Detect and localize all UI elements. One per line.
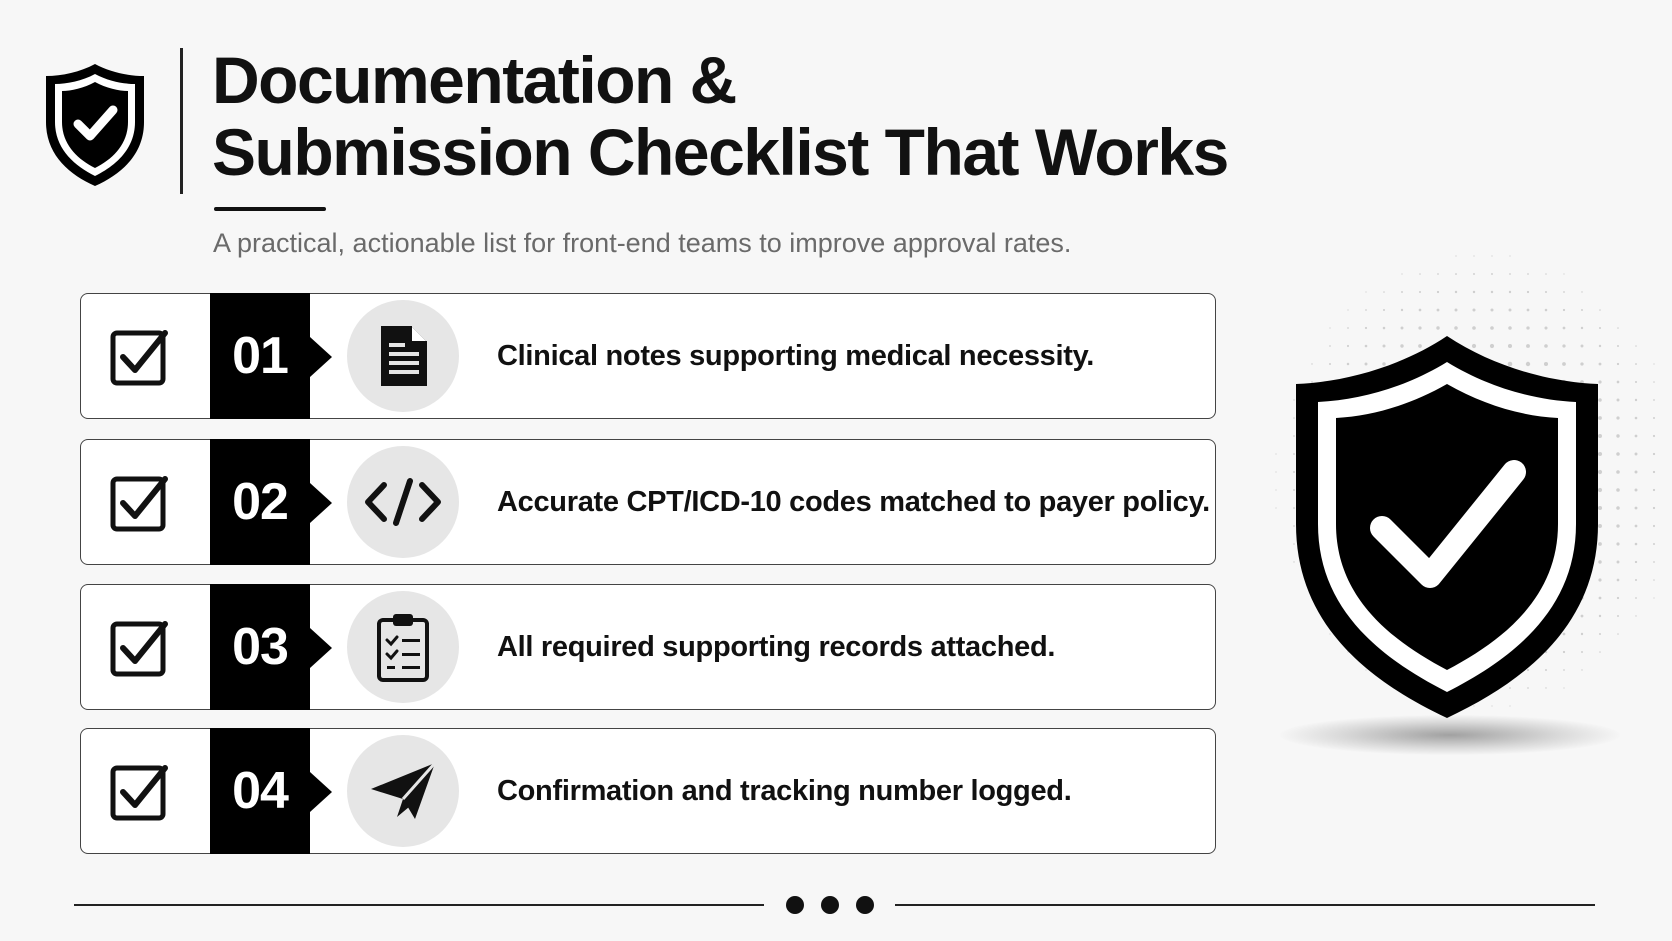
checklist-item-02 xyxy=(80,439,1216,565)
item-number-block xyxy=(210,584,310,710)
paper-plane-icon xyxy=(369,759,437,823)
item-number-block xyxy=(210,439,310,565)
checklist-item-01 xyxy=(80,293,1216,419)
item-text: Confirmation and tracking number logged. xyxy=(497,774,1072,807)
item-icon-circle xyxy=(347,591,459,703)
page-subtitle: A practical, actionable list for front-end teams to improve approval rates. xyxy=(213,228,1072,258)
item-number: 02 xyxy=(232,473,288,531)
large-shield-check-icon xyxy=(1282,332,1612,722)
item-icon-circle xyxy=(347,300,459,412)
item-text: All required supporting records attached. xyxy=(497,630,1056,663)
checkbox-checked-icon[interactable] xyxy=(109,618,169,678)
code-icon xyxy=(364,477,442,527)
item-number-block xyxy=(210,293,310,419)
header-shield-check-icon xyxy=(40,60,150,190)
title-line-1: Documentation & xyxy=(212,43,736,117)
title-line-2: Submission Checklist That Works xyxy=(212,115,1228,189)
item-icon-circle xyxy=(347,735,459,847)
footer-dot xyxy=(856,896,874,914)
checkbox-checked-icon[interactable] xyxy=(109,327,169,387)
title-underline xyxy=(214,207,326,211)
footer-dot xyxy=(786,896,804,914)
item-text: Accurate CPT/ICD-10 codes matched to payer policy. xyxy=(497,485,1210,518)
checklist-item-03 xyxy=(80,584,1216,710)
item-number: 03 xyxy=(232,618,288,676)
checkbox-checked-icon[interactable] xyxy=(109,473,169,533)
footer-divider-left xyxy=(74,904,764,906)
item-icon-circle xyxy=(347,446,459,558)
item-number-block xyxy=(210,728,310,854)
item-number: 01 xyxy=(232,327,288,385)
page-title xyxy=(212,44,1228,188)
header-divider xyxy=(180,48,183,194)
checklist-item-04 xyxy=(80,728,1216,854)
item-number: 04 xyxy=(232,762,288,820)
item-text: Clinical notes supporting medical necessity. xyxy=(497,339,1095,372)
document-icon xyxy=(375,324,431,388)
footer-dot xyxy=(821,896,839,914)
footer-divider-right xyxy=(895,904,1595,906)
checkbox-checked-icon[interactable] xyxy=(109,762,169,822)
clipboard-checklist-icon xyxy=(375,610,431,684)
